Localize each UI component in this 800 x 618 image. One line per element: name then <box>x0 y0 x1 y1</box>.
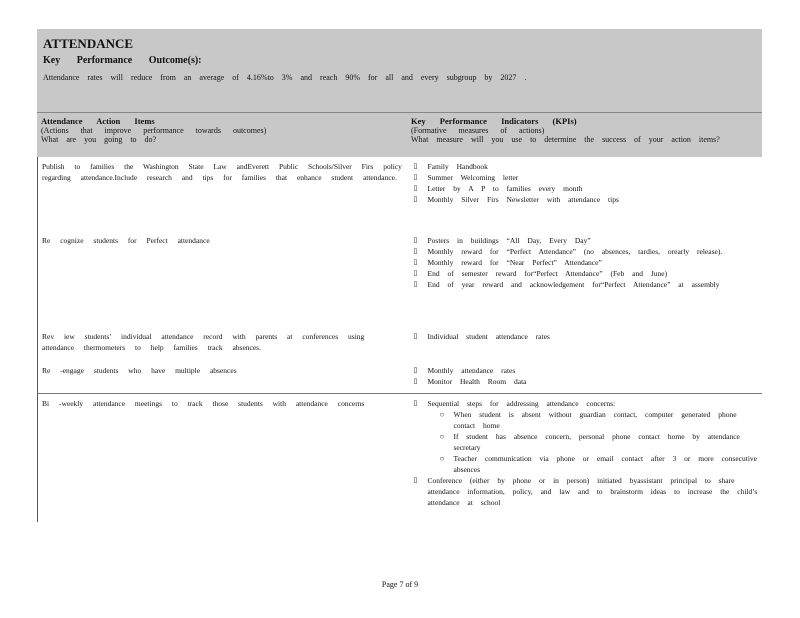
kpi-item: ▯ Monitor Health Room data <box>411 376 758 387</box>
table-row <box>37 393 762 522</box>
kpi-item: ▯ Summer Welcoming letter <box>411 172 758 183</box>
document-page <box>37 29 762 522</box>
kpi-item <box>411 398 758 475</box>
sub-step-item: ○ When student is absent without guardian contact, computer generated phone contact home <box>439 409 758 431</box>
left-column-header <box>37 113 407 157</box>
action-cell: Re -engage students who have multiple absences <box>42 366 237 375</box>
kpi-item: ▯ Individual student attendance rates <box>411 331 758 342</box>
left-column-title: Attendance Action Items <box>41 116 155 126</box>
right-column-header <box>407 113 762 157</box>
right-column-title: Key Performance Indicators (KPIs) <box>411 116 577 126</box>
kpi-item: ▯ End of year reward and acknowledgement for“Perfect Attendance” at assembly <box>411 279 758 290</box>
kpi-cell <box>407 361 762 393</box>
kpi-item: ▯ Conference (either by phone or in person) initiated byassistant principal to share attendance information, policy, and law and to brainstorm ideas to increase the child’s attendance at school <box>411 475 758 508</box>
kpi-item: ▯ Monthly reward for “Near Perfect” Attendance” <box>411 257 758 268</box>
action-cell: Bi -weekly attendance meetings to track those students with attendance concerns <box>42 399 365 408</box>
table-row <box>37 157 762 231</box>
right-column-sub2: What measure will you use to determine the success of your action items? <box>411 135 720 144</box>
kpi-item: ▯ Monthly attendance rates <box>411 365 758 376</box>
kpi-item: ▯ Posters in buildings “All Day, Every Day” <box>411 235 758 246</box>
table-row <box>37 231 762 327</box>
kpi-cell <box>407 231 762 327</box>
page-footer: Page 7 of 9 <box>381 580 419 589</box>
kpi-cell <box>407 157 762 231</box>
action-cell: Publish to families the Washington State Law andEverett Public Schools/Silver Firs policy regarding attendance.Include research and tips for families that enhance student attendance. <box>42 162 402 182</box>
action-cell: Re cognize students for Perfect attendance <box>42 236 210 245</box>
header-section <box>37 29 762 112</box>
outcome-text: Attendance rates will reduce from an average of 4.16%to 3% and reach 90% for all and every subgroup by 2027 . <box>43 73 527 82</box>
kpi-item: ▯ Family Handbook <box>411 161 758 172</box>
kpi-item: ▯ Letter by A P to families every month <box>411 183 758 194</box>
sub-step-item: ○ If student has absence concern, personal phone contact home by attendance secretary <box>439 431 758 453</box>
kpi-cell <box>407 394 762 522</box>
action-cell: Rev iew students’ individual attendance record with parents at conferences using attendance thermometers to help families track absences. <box>42 332 365 352</box>
page-title: ATTENDANCE <box>43 36 134 51</box>
kpi-item: ▯ Monthly Silver Firs Newsletter with attendance tips <box>411 194 758 205</box>
left-column-sub2: What are you going to do? <box>41 135 157 144</box>
kpi-cell <box>407 327 762 361</box>
kpi-item-text: Sequential steps for addressing attendance concerns: <box>427 399 616 408</box>
kpi-item: ▯ End of semester reward for“Perfect Attendance” (Feb and June) <box>411 268 758 279</box>
kpo-label: Key Performance Outcome(s): <box>43 55 202 66</box>
table-row <box>37 327 762 361</box>
table-row <box>37 361 762 393</box>
left-column-sub1: (Actions that improve performance towards outcomes) <box>41 126 267 135</box>
column-headers <box>37 112 762 157</box>
sub-step-item: ○ Teacher communication via phone or email contact after 3 or more consecutive absences <box>439 453 758 475</box>
kpi-item: ▯ Monthly reward for “Perfect Attendance” (no absences, tardies, orearly release). <box>411 246 758 257</box>
right-column-sub1: (Formative measures of actions) <box>411 126 545 135</box>
